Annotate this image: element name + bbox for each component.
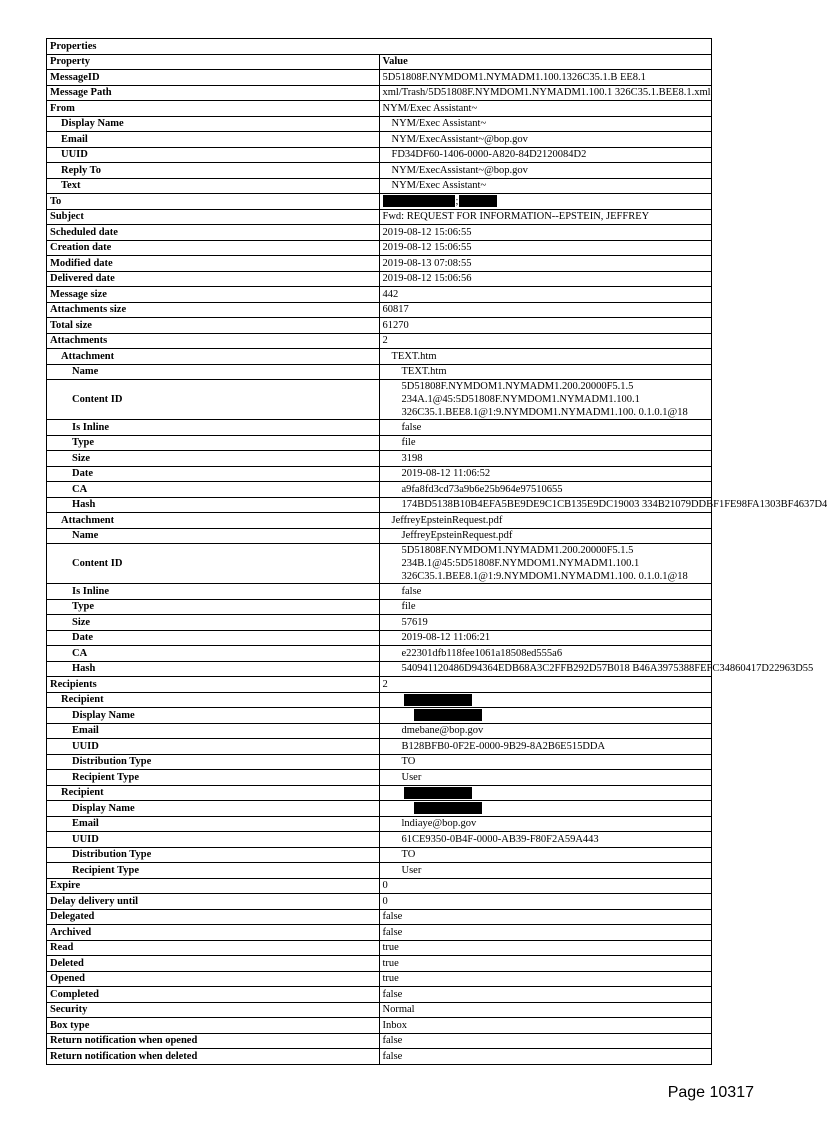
table-row [47,816,712,832]
table-row [47,333,712,349]
property-value [379,785,712,801]
property-value: 2019-08-12 15:06:56 [379,271,712,287]
table-row [47,1049,712,1065]
property-value: 2019-08-12 15:06:55 [379,240,712,256]
property-value: e22301dfb118fee1061a18508ed555a6 [379,646,712,662]
table-row [47,971,712,987]
property-name: CA [47,482,380,498]
property-value: TEXT.htm [379,349,712,365]
table-row [47,364,712,380]
property-name: Delay delivery until [47,894,380,910]
property-value: false [379,987,712,1003]
property-name: Recipients [47,677,380,693]
property-name: Archived [47,925,380,941]
property-value [379,708,712,724]
table-row [47,615,712,631]
property-name: Completed [47,987,380,1003]
table-row [47,878,712,894]
property-value: 2 [379,677,712,693]
property-name: Return notification when deleted [47,1049,380,1065]
property-name: Modified date [47,256,380,272]
property-name: Attachment [47,513,380,529]
table-row [47,894,712,910]
property-value: TO [379,754,712,770]
table-row [47,466,712,482]
property-value: false [379,925,712,941]
table-row [47,801,712,817]
table-row [47,925,712,941]
table-row [47,940,712,956]
property-name: CA [47,646,380,662]
property-name: Message Path [47,85,380,101]
property-value: B128BFB0-0F2E-0000-9B29-8A2B6E515DDA [379,739,712,755]
property-name: Text [47,178,380,194]
property-name: Creation date [47,240,380,256]
property-name: Recipient Type [47,863,380,879]
property-name: Hash [47,497,380,513]
property-value: 0 [379,878,712,894]
table-row [47,987,712,1003]
property-name: Deleted [47,956,380,972]
property-name: Box type [47,1018,380,1034]
table-row [47,435,712,451]
property-value: FD34DF60-1406-0000-A820-84D2120084D2 [379,147,712,163]
property-name: Hash [47,661,380,677]
property-value: 61270 [379,318,712,334]
property-name: Recipient Type [47,770,380,786]
property-value: NYM/Exec Assistant~ [379,101,712,117]
table-row [47,482,712,498]
property-value: 3198 [379,451,712,467]
table-row [47,240,712,256]
table-row [47,194,712,210]
property-name: Attachment [47,349,380,365]
property-value: xml/Trash/5D51808F.NYMDOM1.NYMADM1.100.1 326C35.1.BEE8.1.xml [379,85,712,101]
property-value: false [379,909,712,925]
property-name: To [47,194,380,210]
table-row [47,544,712,584]
table-row [47,785,712,801]
table-row [47,318,712,334]
table-row [47,754,712,770]
property-name: Size [47,451,380,467]
property-value: JeffreyEpsteinRequest.pdf [379,528,712,544]
property-name: Scheduled date [47,225,380,241]
table-row [47,513,712,529]
property-name: Content ID [47,380,380,420]
property-name: Content ID [47,544,380,584]
property-name: Is Inline [47,584,380,600]
property-value: 5D51808F.NYMDOM1.NYMADM1.200.20000F5.1.5 234B.1@45:5D51808F.NYMDOM1.NYMADM1.100.1 326C35.1.BEE8.1@1:9.NYMDOM1.NYMADM1.100. 0.1.0.1@18 [379,544,712,584]
property-value: dmebane@bop.gov [379,723,712,739]
redaction-block [404,694,472,706]
property-value: TO [379,847,712,863]
table-row [47,1002,712,1018]
table-row [47,832,712,848]
table-row [47,1018,712,1034]
table-row [47,256,712,272]
property-value: 0 [379,894,712,910]
header-value: Value [379,54,712,70]
table-row [47,599,712,615]
table-row [47,380,712,420]
property-name: UUID [47,147,380,163]
table-row [47,287,712,303]
table-row [47,723,712,739]
table-row [47,661,712,677]
property-name: Attachments size [47,302,380,318]
property-value [379,194,712,210]
table-row [47,271,712,287]
property-value: 2019-08-13 07:08:55 [379,256,712,272]
redaction-block [404,787,472,799]
property-value: true [379,956,712,972]
property-name: From [47,101,380,117]
property-value-text: ; [455,195,459,207]
property-value: User [379,863,712,879]
table-row [47,646,712,662]
property-value: 61CE9350-0B4F-0000-AB39-F80F2A59A443 [379,832,712,848]
table-row [47,225,712,241]
property-name: Opened [47,971,380,987]
property-value: 540941120486D94364EDB68A3C2FFB292D57B018 B46A3975388FEFC34860417D22963D55 [379,661,712,677]
property-value: 2019-08-12 11:06:21 [379,630,712,646]
table-row [47,909,712,925]
property-value: Normal [379,1002,712,1018]
property-value: 174BD5138B10B4EFA5BE9DE9C1CB135E9DC19003 334B21079DDBF1FE98FA1303BF4637D4 [379,497,712,513]
property-value: NYM/Exec Assistant~ [379,178,712,194]
property-name: Total size [47,318,380,334]
table-row [47,692,712,708]
property-value: true [379,971,712,987]
property-value: file [379,435,712,451]
property-name: Display Name [47,801,380,817]
table-row [47,770,712,786]
property-value: 2019-08-12 11:06:52 [379,466,712,482]
property-value: User [379,770,712,786]
redaction-block [414,802,482,814]
table-row [47,163,712,179]
property-name: Subject [47,209,380,225]
table-row [47,420,712,436]
property-name: Type [47,599,380,615]
property-name: Date [47,630,380,646]
table-row [47,349,712,365]
redaction-block [383,195,455,207]
property-name: MessageID [47,70,380,86]
property-value: 60817 [379,302,712,318]
property-value: file [379,599,712,615]
property-value: false [379,584,712,600]
property-name: Return notification when opened [47,1033,380,1049]
property-name: Distribution Type [47,754,380,770]
property-value: a9fa8fd3cd73a9b6e25b964e97510655 [379,482,712,498]
property-name: Reply To [47,163,380,179]
property-value: 442 [379,287,712,303]
property-value [379,801,712,817]
property-name: Email [47,132,380,148]
redaction-block [414,709,482,721]
page-number: Page 10317 [667,1084,754,1101]
property-name: Delivered date [47,271,380,287]
property-name: Read [47,940,380,956]
table-row [47,147,712,163]
table-row [47,847,712,863]
properties-body [47,39,827,1065]
property-value: true [379,940,712,956]
property-name: Size [47,615,380,631]
property-value: NYM/ExecAssistant~@bop.gov [379,163,712,179]
property-name: Delegated [47,909,380,925]
property-name: Email [47,723,380,739]
redaction-block [459,195,497,207]
table-row [47,863,712,879]
property-value: lndiaye@bop.gov [379,816,712,832]
table-row [47,101,712,117]
table-row [47,1033,712,1049]
table-row [47,178,712,194]
property-value: Inbox [379,1018,712,1034]
header-row [47,54,712,70]
property-value: false [379,420,712,436]
table-row [47,70,712,86]
table-row [47,209,712,225]
property-name: Date [47,466,380,482]
property-value: Fwd: REQUEST FOR INFORMATION--EPSTEIN, JEFFREY [379,209,712,225]
property-name: Recipient [47,785,380,801]
property-value: TEXT.htm [379,364,712,380]
property-value [379,692,712,708]
property-name: Name [47,364,380,380]
table-row [47,739,712,755]
property-name: Security [47,1002,380,1018]
property-value: NYM/ExecAssistant~@bop.gov [379,132,712,148]
table-row [47,132,712,148]
table-row [47,302,712,318]
title-row [47,39,712,55]
table-row [47,584,712,600]
property-value: 5D51808F.NYMDOM1.NYMADM1.200.20000F5.1.5 234A.1@45:5D51808F.NYMDOM1.NYMADM1.100.1 326C35.1.BEE8.1@1:9.NYMDOM1.NYMADM1.100. 0.1.0.1@18 [379,380,712,420]
property-value: 2019-08-12 15:06:55 [379,225,712,241]
table-row [47,85,712,101]
property-value: false [379,1049,712,1065]
property-name: Type [47,435,380,451]
property-name: Email [47,816,380,832]
property-value: 5D51808F.NYMDOM1.NYMADM1.100.1326C35.1.B EE8.1 [379,70,712,86]
table-row [47,677,712,693]
property-value: NYM/Exec Assistant~ [379,116,712,132]
property-value: false [379,1033,712,1049]
property-name: Message size [47,287,380,303]
table-row [47,497,712,513]
property-name: Name [47,528,380,544]
property-name: Attachments [47,333,380,349]
property-name: Display Name [47,116,380,132]
table-row [47,451,712,467]
property-value: 2 [379,333,712,349]
table-row [47,956,712,972]
header-property: Property [47,54,380,70]
table-row [47,630,712,646]
property-value: 57619 [379,615,712,631]
property-name: Expire [47,878,380,894]
property-name: UUID [47,832,380,848]
property-name: Is Inline [47,420,380,436]
properties-table [46,38,827,1065]
table-row [47,528,712,544]
property-name: Recipient [47,692,380,708]
table-row [47,708,712,724]
table-row [47,116,712,132]
property-name: Distribution Type [47,847,380,863]
property-value: JeffreyEpsteinRequest.pdf [379,513,712,529]
table-title: Properties [47,39,712,55]
property-name: UUID [47,739,380,755]
property-name: Display Name [47,708,380,724]
